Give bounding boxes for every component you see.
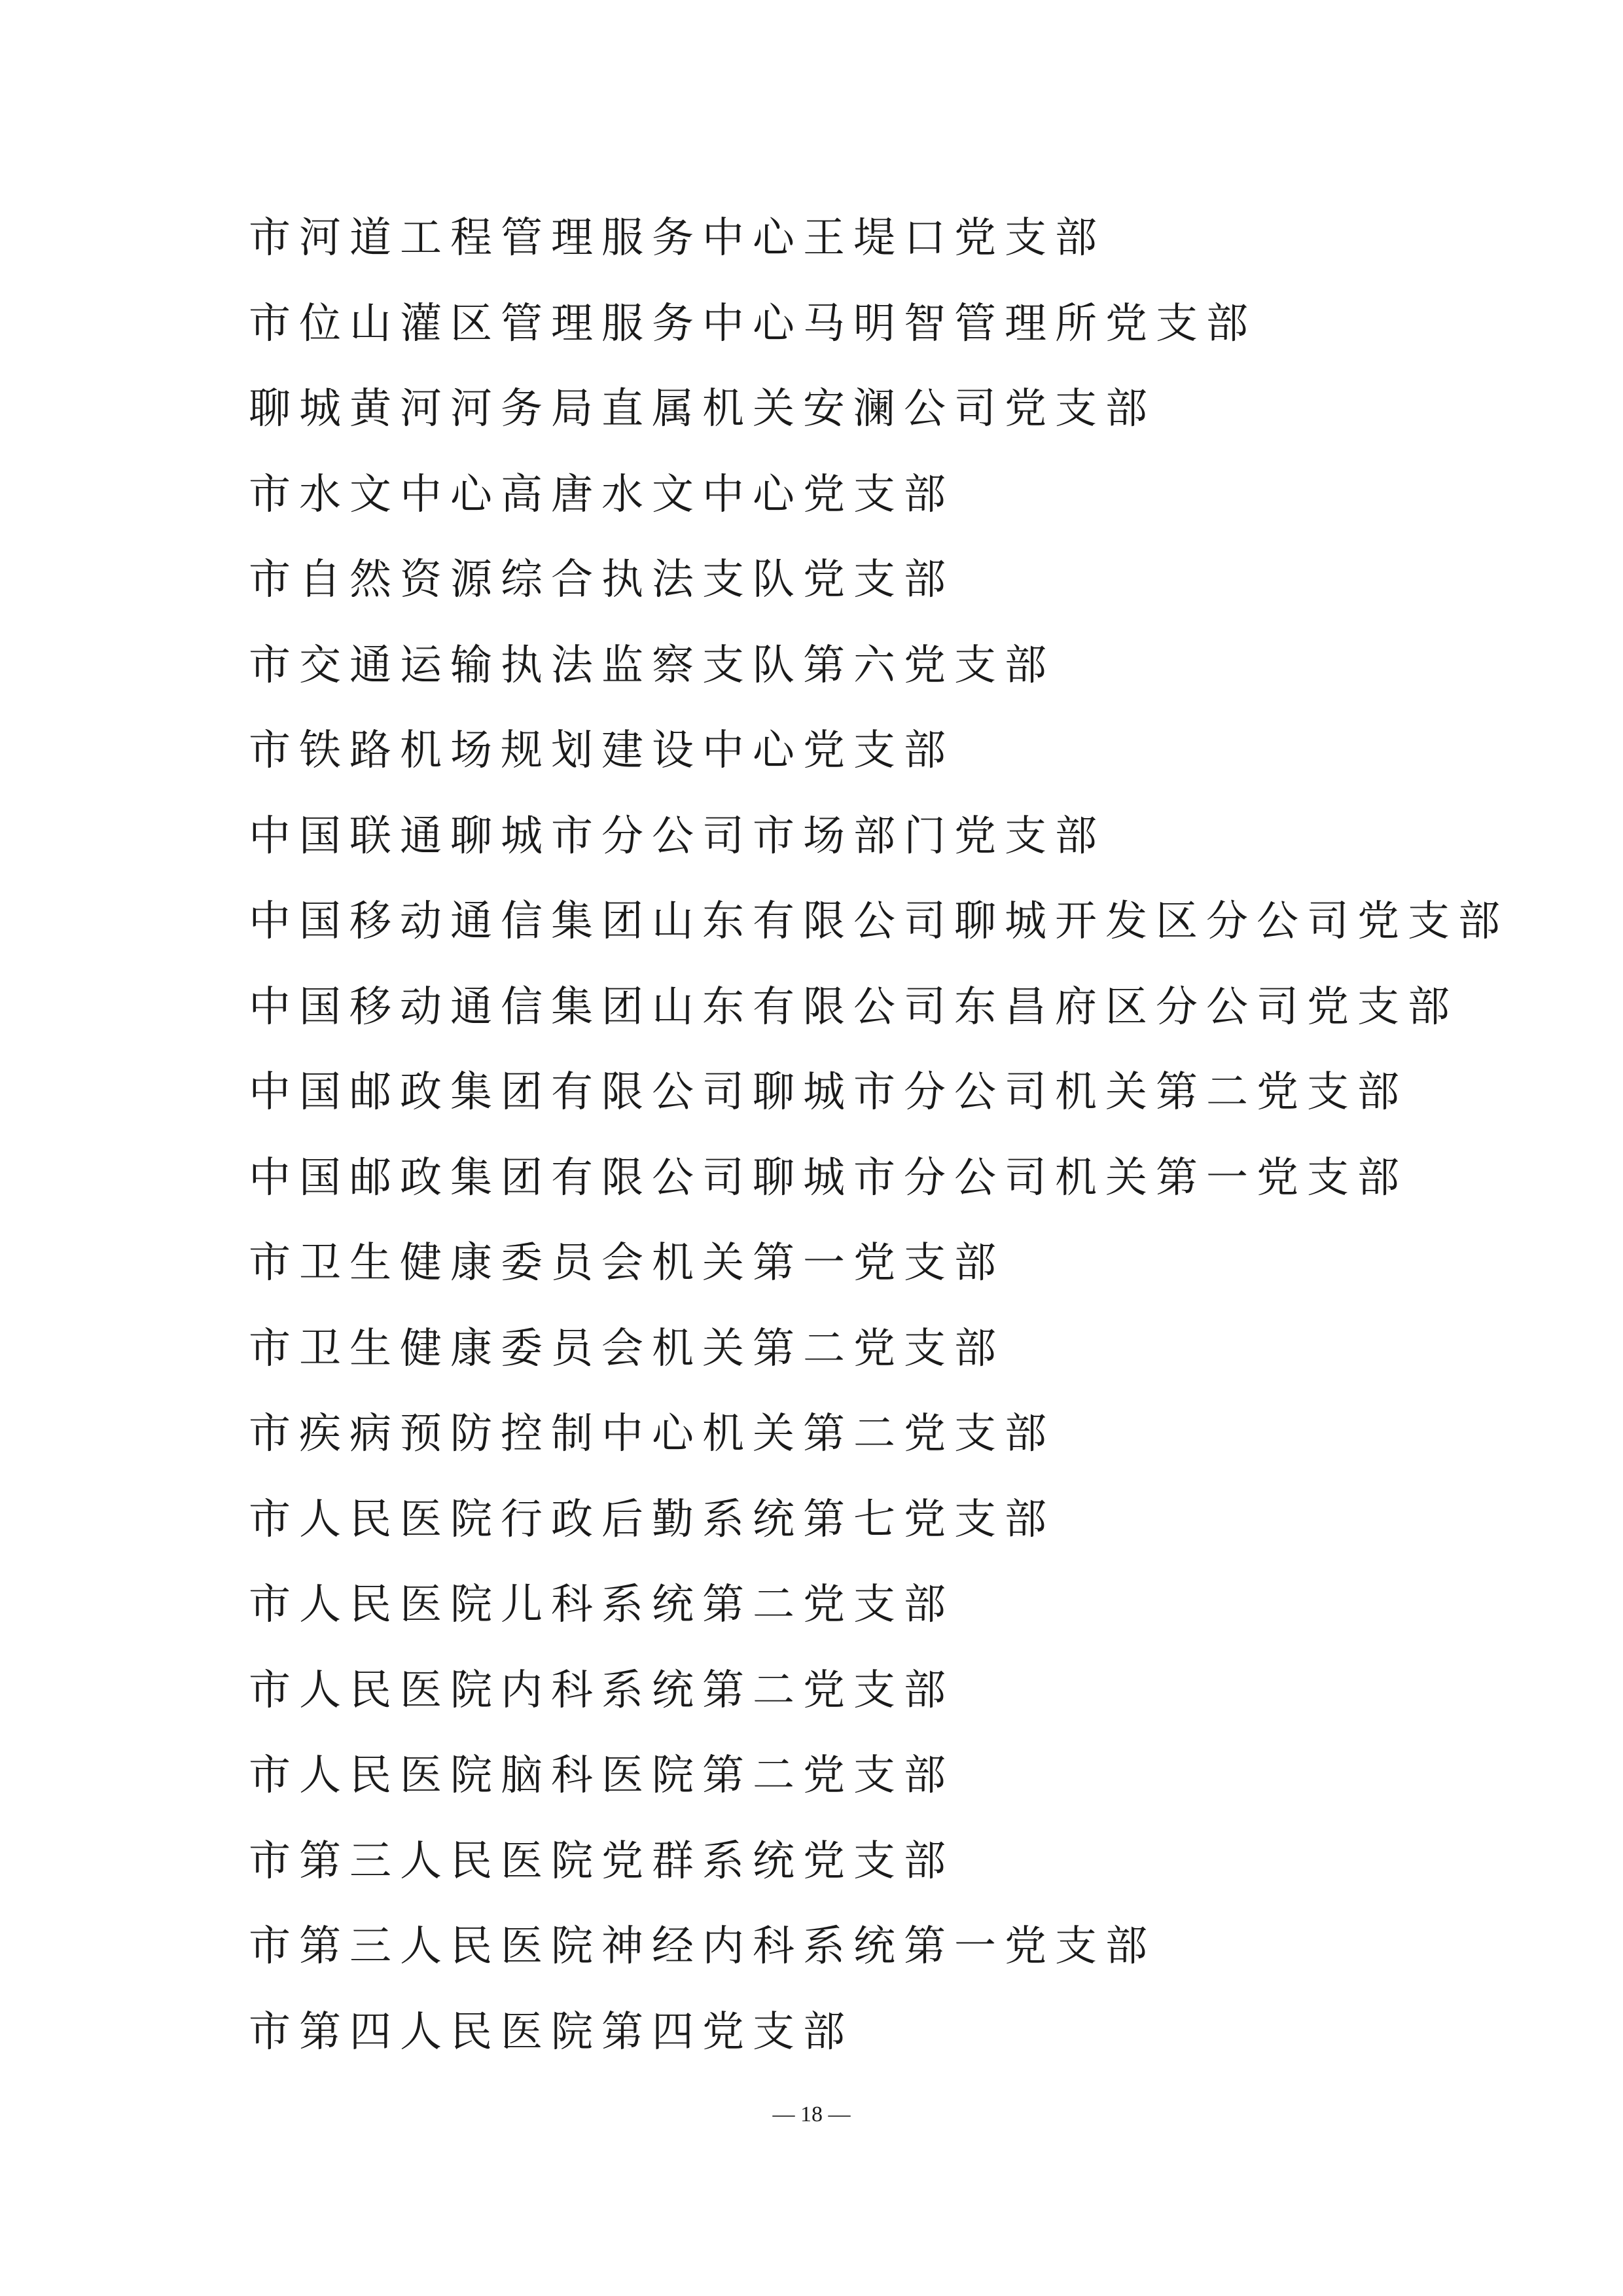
list-item: 市人民医院儿科系统第二党支部 (249, 1581, 954, 1629)
list-item: 中国联通聊城市分公司市场部门党支部 (249, 812, 1105, 861)
list-item: 市交通运输执法监察支队第六党支部 (249, 641, 1055, 690)
list-item: 市河道工程管理服务中心王堤口党支部 (249, 214, 1105, 262)
list-item: 市自然资源综合执法支队党支部 (249, 556, 954, 604)
party-branch-list (249, 208, 1508, 2087)
list-item: 中国移动通信集团山东有限公司聊城开发区分公司党支部 (249, 897, 1508, 946)
list-item: 市人民医院脑科医院第二党支部 (249, 1751, 954, 1800)
list-item: 市人民医院行政后勤系统第七党支部 (249, 1495, 1055, 1544)
list-item: 市第三人民医院神经内科系统第一党支部 (249, 1922, 1156, 1971)
list-item: 中国邮政集团有限公司聊城市分公司机关第二党支部 (249, 1068, 1408, 1117)
list-item: 市卫生健康委员会机关第一党支部 (249, 1239, 1005, 1287)
list-item: 市第三人民医院党群系统党支部 (249, 1837, 954, 1886)
list-item: 市疾病预防控制中心机关第二党支部 (249, 1410, 1055, 1458)
list-item: 市人民医院内科系统第二党支部 (249, 1666, 954, 1715)
list-item: 市水文中心高唐水文中心党支部 (249, 470, 954, 519)
list-item: 市第四人民医院第四党支部 (249, 2007, 853, 2056)
page-number: — 18 — (772, 2102, 851, 2126)
list-item: 市位山灌区管理服务中心马明智管理所党支部 (249, 299, 1257, 348)
list-item: 中国移动通信集团山东有限公司东昌府区分公司党支部 (249, 982, 1458, 1031)
list-item: 市卫生健康委员会机关第二党支部 (249, 1324, 1005, 1373)
list-item: 聊城黄河河务局直属机关安澜公司党支部 (249, 385, 1156, 433)
list-item: 市铁路机场规划建设中心党支部 (249, 726, 954, 775)
list-item: 中国邮政集团有限公司聊城市分公司机关第一党支部 (249, 1153, 1408, 1202)
